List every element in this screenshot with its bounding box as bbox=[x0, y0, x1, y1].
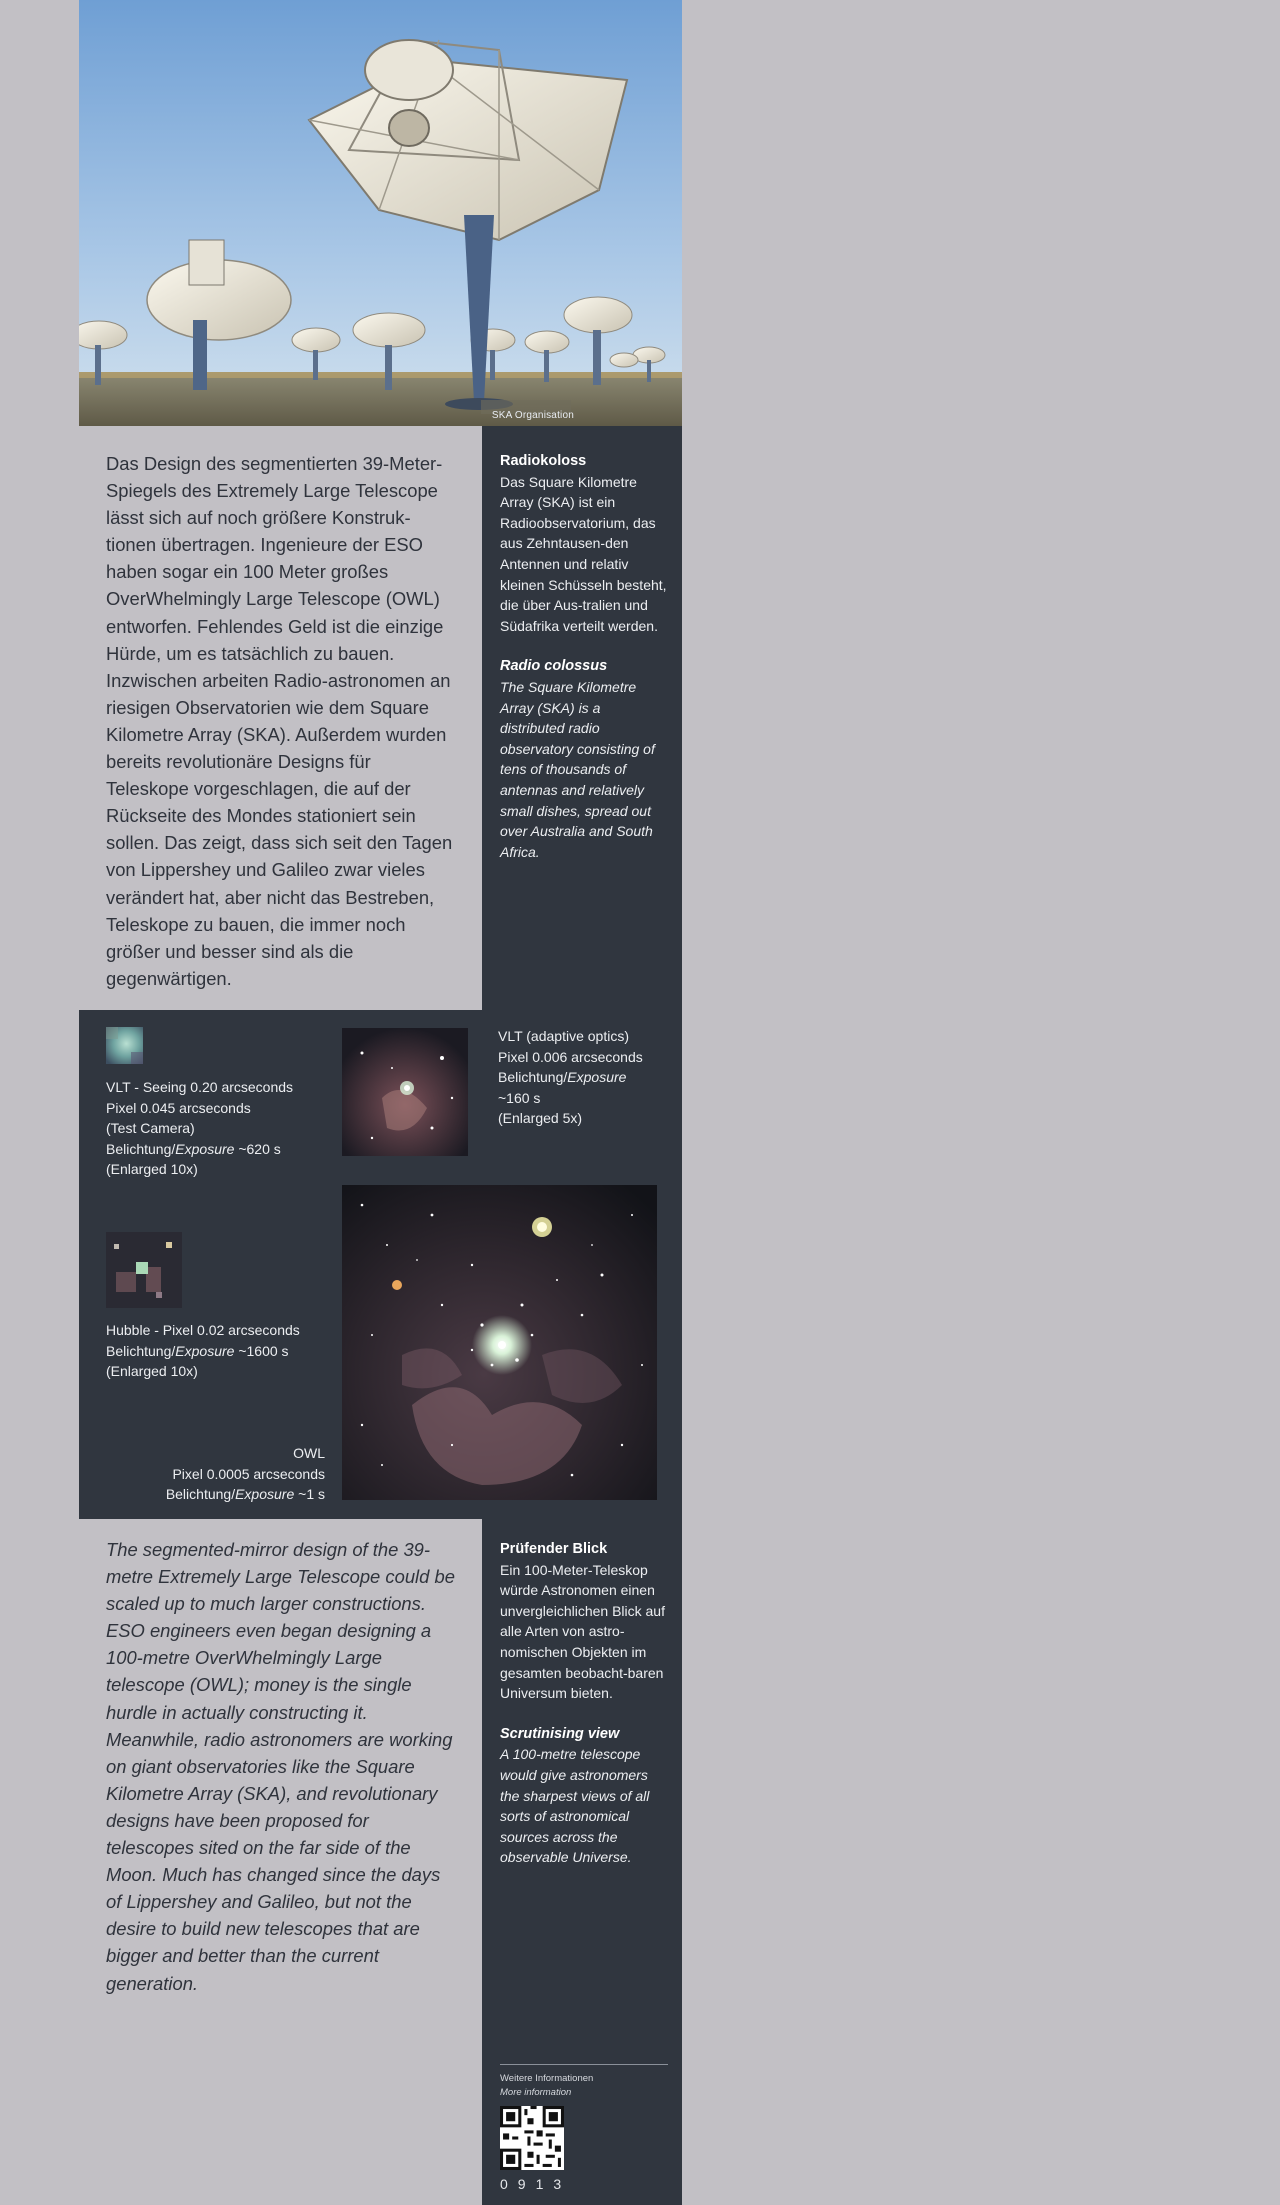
caption-exposure bbox=[106, 1139, 316, 1160]
caption-line: Hubble - Pixel 0.02 arcseconds bbox=[106, 1322, 300, 1338]
main-text-de bbox=[106, 450, 456, 992]
qr-code-icon[interactable] bbox=[500, 2106, 564, 2170]
sidebar-text bbox=[500, 1539, 668, 1868]
caption-line: OWL bbox=[293, 1445, 325, 1461]
hubble-caption bbox=[106, 1320, 326, 1382]
exposure-de: Belichtung/ bbox=[106, 1140, 176, 1157]
caption-line: VLT - Seeing 0.20 arcseconds bbox=[106, 1079, 294, 1095]
caption-line: Pixel 0.0005 arcseconds bbox=[172, 1465, 325, 1482]
vlt-seeing-image bbox=[106, 1027, 143, 1064]
caption-exposure bbox=[498, 1067, 678, 1088]
hubble-image bbox=[106, 1232, 182, 1308]
sidebar-text-de: Das Square Kilometre Array (SKA) ist ein Radioobservatorium, das aus Zehntausen-den Antennen und relativ kleinen Schüsseln besteht, die über Aus-tralien und Südafrika verteilt werden. bbox=[500, 473, 667, 634]
exposure-de: Belichtung/ bbox=[106, 1342, 176, 1359]
sidebar-text-en: A 100-metre telescope would give astronomers the sharpest views of all sorts of astronomical sources across the observable Universe. bbox=[500, 1746, 650, 1866]
exposure-value: ~1 s bbox=[294, 1486, 325, 1503]
sidebar-title-en: Scrutinising view bbox=[500, 1725, 620, 1742]
sidebar-title-de: Radiokoloss bbox=[500, 453, 587, 469]
caption-line: Pixel 0.006 arcseconds bbox=[498, 1048, 643, 1065]
caption-line: (Enlarged 5x) bbox=[498, 1110, 583, 1127]
exposure-value: ~1600 s bbox=[234, 1342, 289, 1359]
sidebar-title-en: Radio colossus bbox=[500, 658, 608, 675]
more-info bbox=[482, 2064, 682, 2205]
caption-line: VLT (adaptive optics) bbox=[498, 1028, 629, 1044]
caption-line: (Enlarged 10x) bbox=[106, 1161, 198, 1178]
more-info-block bbox=[500, 2064, 668, 2192]
more-info-en: More information bbox=[500, 2087, 572, 2098]
more-info-de: Weitere Informationen bbox=[500, 2073, 594, 2084]
exposure-en: Exposure bbox=[567, 1069, 627, 1086]
exposure-value: ~620 s bbox=[234, 1140, 281, 1157]
exposure-en: Exposure bbox=[175, 1342, 235, 1359]
exposure-en: Exposure bbox=[175, 1140, 235, 1157]
resolution-comparison bbox=[79, 1010, 682, 1519]
exposure-de: Belichtung/ bbox=[165, 1486, 236, 1503]
sidebar-title-de: Prüfender Blick bbox=[500, 1541, 608, 1557]
caption-exposure bbox=[106, 1341, 326, 1362]
photo-credit: SKA Organisation bbox=[491, 410, 574, 421]
caption-line: Pixel 0.045 arcseconds bbox=[106, 1099, 251, 1116]
owl-caption bbox=[106, 1443, 325, 1505]
vlt-ao-caption bbox=[498, 1026, 678, 1129]
sidebar-radio-colossus bbox=[482, 426, 682, 1010]
caption-exposure bbox=[106, 1484, 325, 1505]
main-paragraph-en: The segmented-mirror design of the 39-metre Extremely Large Telescope could be scaled up to much larger constructions. ESO engineers even began designing a 100-metre OverWhelmingly Large telescope (OWL); money is the single hurdle in actually constructing it. Meanwhile, radio astronomers are working on giant observatories like the Square Kilometre Array (SKA), and revolutionary designs have been proposed for telescopes sited on the far side of the Moon. Much has changed since the days of Lippershey and Galileo, but not the desire to build new telescopes that are bigger and better than the current generation. bbox=[106, 1539, 455, 1994]
ska-radio-dishes-photo bbox=[79, 0, 682, 426]
caption-line: (Test Camera) bbox=[106, 1120, 195, 1137]
main-paragraph-de: Das Design des segmentierten 39-Meter-Spiegels des Extremely Large Telescope lässt sich auf noch größere Konstruk-tionen übertragen. Ingenieure der ESO haben sogar ein 100 Meter großes OverWhelmingly Large Telescope (OWL) entworfen. Fehlendes Geld ist die einzige Hürde, um es tatsächlich zu bauen. Inzwischen arbeiten Radio-astronomen an riesigen Observatorien wie dem Square Kilometre Array (SKA). Außerdem wurden bereits revolutionäre Designs für Teleskope vorgeschlagen, die auf der Rückseite des Mondes stationiert sein sollen. Das zeigt, dass sich seit den Tagen von Lippershey und Galileo zwar vieles verändert hat, aber nicht das Bestreben, Teleskope zu bauen, die immer noch größer und besser sind als die gegenwärtigen. bbox=[106, 453, 453, 989]
sidebar-text-en: The Square Kilometre Array (SKA) is a distributed radio observatory consisting of tens of thousands of antennas and relatively small dishes, spread out over Australia and South Africa. bbox=[500, 678, 655, 860]
vlt-ao-image bbox=[342, 1028, 468, 1156]
exposure-en: Exposure bbox=[235, 1486, 295, 1503]
exposure-de: Belichtung/ bbox=[498, 1069, 568, 1086]
exposure-value: ~160 s bbox=[498, 1089, 541, 1106]
main-text-en bbox=[106, 1536, 456, 1997]
sidebar-text bbox=[500, 451, 668, 862]
sidebar-text-de: Ein 100-Meter-Teleskop würde Astronomen einen unvergleichlichen Blick auf alle Arten von astro-nomischen Objekten im gesamten beobacht-baren Universum bieten. bbox=[500, 1561, 665, 1702]
caption-line: (Enlarged 10x) bbox=[106, 1363, 198, 1380]
owl-simulated-image bbox=[342, 1185, 657, 1500]
exhibit-code: 0913 bbox=[500, 2176, 572, 2192]
vlt-seeing-caption bbox=[106, 1077, 316, 1180]
exhibit-panel bbox=[79, 0, 682, 2205]
